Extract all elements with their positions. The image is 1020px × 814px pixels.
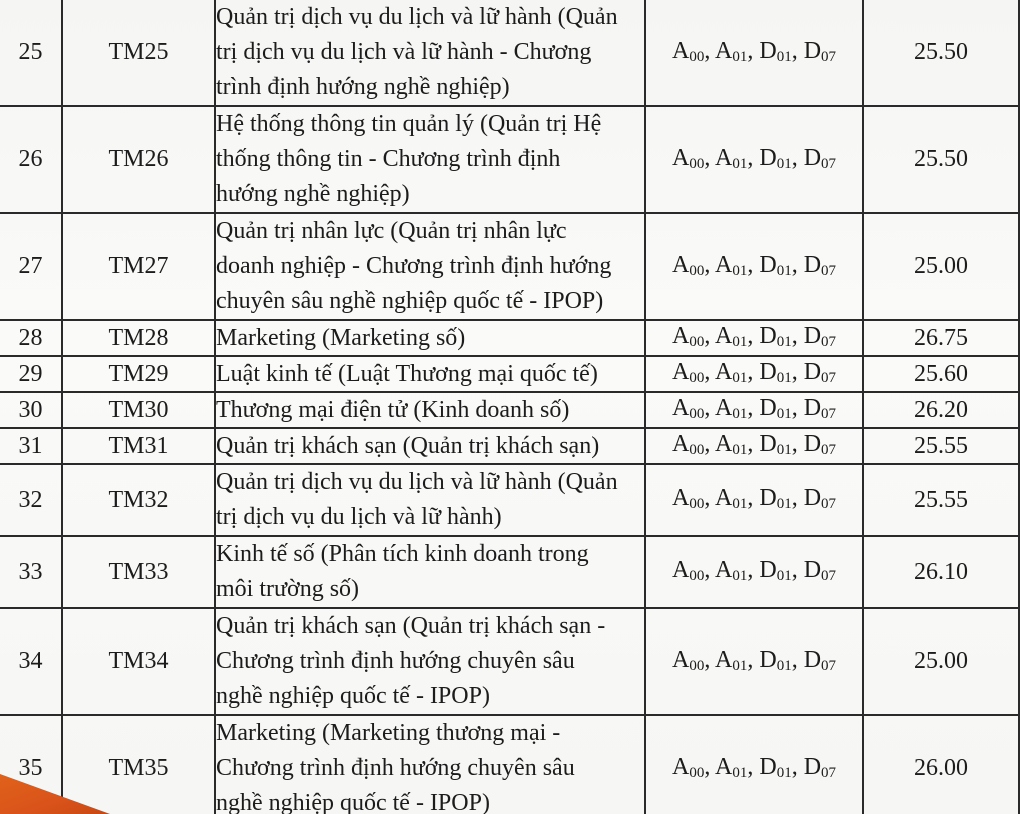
- combination-code: [759, 754, 791, 780]
- program-name-line: Hệ thống thông tin quản lý (Quản trị Hệ: [216, 111, 602, 137]
- cutoff-score: 25.50: [863, 106, 1019, 213]
- combination-letter: A: [671, 485, 690, 511]
- combination-letter: D: [759, 323, 777, 349]
- combination-code: [759, 647, 791, 673]
- combination-code: [715, 557, 747, 583]
- combination-subscript: 00: [689, 657, 705, 674]
- combination-code: [759, 395, 791, 421]
- program-name-line: hướng nghề nghiệp): [216, 181, 410, 207]
- combination-code: [715, 38, 747, 64]
- combination-code: [759, 145, 791, 171]
- combination-subscript: 01: [732, 657, 748, 674]
- combination-subscript: 07: [821, 370, 837, 386]
- program-name: [215, 608, 645, 715]
- subject-combinations: A00, A01, D01, D07: [645, 715, 863, 814]
- cutoff-score: 25.55: [863, 428, 1019, 464]
- combination-subscript: 00: [689, 48, 705, 65]
- table-row: [0, 464, 1019, 536]
- combination-code: [804, 431, 836, 457]
- row-number: 33: [0, 536, 62, 608]
- combination-subscript: 01: [732, 568, 748, 584]
- combination-letter: D: [803, 753, 822, 780]
- row-number: 29: [0, 356, 62, 392]
- combination-letter: D: [759, 359, 777, 385]
- combination-letter: A: [671, 323, 690, 349]
- combination-subscript: 01: [776, 568, 792, 584]
- row-number: 34: [0, 608, 62, 715]
- combination-letter: A: [715, 395, 733, 421]
- program-name-line: Chương trình định hướng chuyên sâu: [216, 648, 575, 674]
- row-number: 26: [0, 106, 62, 213]
- combination-letter: A: [671, 395, 690, 421]
- combination-subscript: 07: [821, 406, 837, 422]
- combination-letter: D: [803, 395, 822, 421]
- combination-code: [759, 323, 791, 349]
- subject-combinations: A00, A01, D01, D07: [645, 536, 863, 608]
- combination-code: [672, 557, 704, 583]
- table-row: [0, 392, 1019, 428]
- program-name-line: nghề nghiệp quốc tế - IPOP): [216, 790, 490, 814]
- program-name-line: Quản trị khách sạn (Quản trị khách sạn): [216, 432, 600, 459]
- combination-code: [804, 145, 836, 171]
- combination-subscript: 00: [689, 442, 705, 458]
- combination-code: [759, 252, 791, 278]
- combination-code: [672, 485, 704, 511]
- combination-code: [759, 359, 791, 385]
- table-row: [0, 608, 1019, 715]
- combination-code: [804, 359, 836, 385]
- combination-code: [715, 323, 747, 349]
- combination-subscript: 07: [821, 334, 837, 350]
- subject-combinations: A00, A01, D01, D07: [645, 356, 863, 392]
- combination-letter: A: [715, 323, 733, 349]
- combination-letter: A: [715, 646, 733, 673]
- combination-letter: D: [803, 323, 822, 349]
- combination-code: [804, 485, 836, 511]
- program-name: [215, 320, 645, 356]
- combination-subscript: 01: [776, 262, 792, 279]
- program-name-line: Thương mại điện tử (Kinh doanh số): [216, 396, 570, 423]
- program-name: [215, 392, 645, 428]
- combination-code: [672, 252, 704, 278]
- combination-letter: A: [715, 251, 733, 278]
- combination-code: [715, 431, 747, 457]
- combination-letter: D: [803, 359, 822, 385]
- row-number: 30: [0, 392, 62, 428]
- program-code: TM35: [62, 715, 215, 814]
- combination-letter: A: [715, 37, 733, 64]
- combination-code: [672, 323, 704, 349]
- combination-subscript: 07: [821, 48, 837, 65]
- combination-subscript: 01: [732, 334, 748, 350]
- program-code: TM33: [62, 536, 215, 608]
- combination-letter: D: [759, 485, 777, 511]
- combination-letter: D: [759, 431, 777, 457]
- row-number: 27: [0, 213, 62, 320]
- combination-code: [672, 647, 704, 673]
- program-code: TM30: [62, 392, 215, 428]
- combination-letter: A: [671, 557, 690, 583]
- combination-code: [804, 395, 836, 421]
- program-name-line: doanh nghiệp - Chương trình định hướng: [216, 253, 612, 279]
- subject-combinations: A00, A01, D01, D07: [645, 428, 863, 464]
- combination-subscript: 01: [776, 496, 792, 512]
- row-number: 35: [0, 715, 62, 814]
- cutoff-score: 26.20: [863, 392, 1019, 428]
- combination-letter: A: [671, 251, 690, 278]
- combination-subscript: 07: [821, 657, 837, 674]
- table-row: [0, 536, 1019, 608]
- combination-subscript: 07: [821, 155, 837, 172]
- program-name-line: trị dịch vụ du lịch và lữ hành): [216, 504, 502, 530]
- combination-subscript: 00: [689, 568, 705, 584]
- combination-code: [672, 431, 704, 457]
- program-name-line: Quản trị nhân lực (Quản trị nhân lực: [216, 218, 567, 244]
- combination-letter: D: [803, 557, 822, 583]
- table-row: [0, 320, 1019, 356]
- combination-subscript: 01: [776, 764, 792, 781]
- combination-subscript: 01: [776, 370, 792, 386]
- combination-code: [715, 145, 747, 171]
- table-row: [0, 213, 1019, 320]
- program-name: [215, 356, 645, 392]
- program-code: TM27: [62, 213, 215, 320]
- subject-combinations: A00, A01, D01, D07: [645, 392, 863, 428]
- combination-subscript: 00: [689, 496, 705, 512]
- combination-letter: D: [803, 431, 822, 457]
- cutoff-score: 25.00: [863, 213, 1019, 320]
- combination-code: [804, 557, 836, 583]
- combination-code: [759, 38, 791, 64]
- combination-letter: D: [759, 395, 777, 421]
- combination-code: [759, 485, 791, 511]
- table-row: [0, 356, 1019, 392]
- table-row: [0, 106, 1019, 213]
- program-name: [215, 715, 645, 814]
- combination-letter: D: [803, 251, 822, 278]
- combination-code: [715, 252, 747, 278]
- row-number: 31: [0, 428, 62, 464]
- subject-combinations: A00, A01, D01, D07: [645, 464, 863, 536]
- combination-code: [804, 323, 836, 349]
- combination-code: [672, 359, 704, 385]
- program-name-line: chuyên sâu nghề nghiệp quốc tế - IPOP): [216, 288, 604, 314]
- program-name-line: Kinh tế số (Phân tích kinh doanh trong: [216, 541, 589, 567]
- program-name-line: Chương trình định hướng chuyên sâu: [216, 755, 575, 781]
- program-code: TM28: [62, 320, 215, 356]
- combination-subscript: 01: [776, 48, 792, 65]
- subject-combinations: A00, A01, D01, D07: [645, 320, 863, 356]
- combination-subscript: 07: [821, 442, 837, 458]
- combination-letter: A: [671, 359, 690, 385]
- row-number: 32: [0, 464, 62, 536]
- cutoff-score: 25.50: [863, 0, 1019, 106]
- program-name: [215, 213, 645, 320]
- combination-subscript: 01: [776, 406, 792, 422]
- program-name-line: Marketing (Marketing thương mại -: [216, 720, 561, 746]
- combination-code: [715, 359, 747, 385]
- subject-combinations: A00, A01, D01, D07: [645, 213, 863, 320]
- combination-subscript: 01: [732, 48, 748, 65]
- program-name: [215, 464, 645, 536]
- combination-letter: A: [671, 646, 690, 673]
- combination-code: [759, 431, 791, 457]
- combination-letter: D: [759, 646, 777, 673]
- program-code: TM31: [62, 428, 215, 464]
- combination-letter: A: [671, 37, 690, 64]
- program-name-line: Luật kinh tế (Luật Thương mại quốc tế): [216, 360, 598, 387]
- combination-code: [804, 647, 836, 673]
- combination-letter: A: [715, 753, 733, 780]
- combination-letter: A: [715, 485, 733, 511]
- combination-letter: A: [715, 359, 733, 385]
- combination-subscript: 01: [776, 442, 792, 458]
- combination-subscript: 00: [689, 370, 705, 386]
- program-name: [215, 428, 645, 464]
- program-code: TM25: [62, 0, 215, 106]
- cutoff-score: 26.00: [863, 715, 1019, 814]
- program-name-line: Quản trị dịch vụ du lịch và lữ hành (Quản: [216, 4, 618, 30]
- combination-code: [672, 754, 704, 780]
- combination-letter: D: [759, 144, 777, 171]
- combination-letter: D: [803, 37, 822, 64]
- combination-letter: D: [759, 37, 777, 64]
- program-name-line: Quản trị khách sạn (Quản trị khách sạn -: [216, 613, 606, 639]
- combination-subscript: 01: [732, 370, 748, 386]
- program-name-line: trình định hướng nghề nghiệp): [216, 74, 510, 100]
- combination-subscript: 01: [776, 657, 792, 674]
- table-row: [0, 428, 1019, 464]
- combination-subscript: 01: [732, 406, 748, 422]
- combination-code: [672, 395, 704, 421]
- combination-letter: A: [671, 431, 690, 457]
- combination-code: [804, 754, 836, 780]
- cutoff-score: 25.55: [863, 464, 1019, 536]
- combination-subscript: 01: [732, 155, 748, 172]
- program-name: [215, 536, 645, 608]
- combination-letter: D: [803, 485, 822, 511]
- combination-code: [804, 252, 836, 278]
- combination-letter: D: [803, 144, 822, 171]
- cutoff-score: 25.00: [863, 608, 1019, 715]
- combination-letter: D: [759, 251, 777, 278]
- combination-code: [672, 145, 704, 171]
- program-name-line: nghề nghiệp quốc tế - IPOP): [216, 683, 490, 709]
- combination-subscript: 07: [821, 496, 837, 512]
- combination-letter: A: [715, 431, 733, 457]
- combination-subscript: 01: [732, 262, 748, 279]
- row-number: 28: [0, 320, 62, 356]
- combination-letter: A: [671, 753, 690, 780]
- subject-combinations: A00, A01, D01, D07: [645, 106, 863, 213]
- combination-subscript: 01: [732, 764, 748, 781]
- combination-subscript: 07: [821, 568, 837, 584]
- subject-combinations: A00, A01, D01, D07: [645, 608, 863, 715]
- combination-subscript: 00: [689, 155, 705, 172]
- table-row: [0, 715, 1019, 814]
- combination-letter: A: [671, 144, 690, 171]
- combination-subscript: 07: [821, 764, 837, 781]
- combination-letter: A: [715, 557, 733, 583]
- combination-subscript: 01: [776, 334, 792, 350]
- cutoff-score: 26.75: [863, 320, 1019, 356]
- cutoff-score: 26.10: [863, 536, 1019, 608]
- subject-combinations: A00, A01, D01, D07: [645, 0, 863, 106]
- combination-code: [715, 647, 747, 673]
- program-name-line: Marketing (Marketing số): [216, 324, 466, 351]
- combination-code: [715, 485, 747, 511]
- program-name: [215, 106, 645, 213]
- combination-subscript: 01: [732, 442, 748, 458]
- program-code: TM34: [62, 608, 215, 715]
- combination-subscript: 01: [732, 496, 748, 512]
- combination-code: [672, 38, 704, 64]
- program-code: TM32: [62, 464, 215, 536]
- program-code: TM29: [62, 356, 215, 392]
- combination-subscript: 00: [689, 764, 705, 781]
- combination-code: [715, 395, 747, 421]
- combination-code: [804, 38, 836, 64]
- table-row: [0, 0, 1019, 106]
- combination-letter: A: [715, 144, 733, 171]
- combination-subscript: 00: [689, 262, 705, 279]
- program-name-line: Quản trị dịch vụ du lịch và lữ hành (Quản: [216, 469, 618, 495]
- combination-subscript: 00: [689, 334, 705, 350]
- combination-letter: D: [759, 557, 777, 583]
- program-name: [215, 0, 645, 106]
- combination-subscript: 07: [821, 262, 837, 279]
- combination-code: [715, 754, 747, 780]
- program-code: TM26: [62, 106, 215, 213]
- combination-code: [759, 557, 791, 583]
- cutoff-score: 25.60: [863, 356, 1019, 392]
- combination-subscript: 01: [776, 155, 792, 172]
- combination-letter: D: [759, 753, 777, 780]
- row-number: 25: [0, 0, 62, 106]
- program-name-line: thống thông tin - Chương trình định: [216, 146, 561, 172]
- program-name-line: môi trường số): [216, 576, 360, 602]
- combination-letter: D: [803, 646, 822, 673]
- program-name-line: trị dịch vụ du lịch và lữ hành - Chương: [216, 39, 592, 65]
- combination-subscript: 00: [689, 406, 705, 422]
